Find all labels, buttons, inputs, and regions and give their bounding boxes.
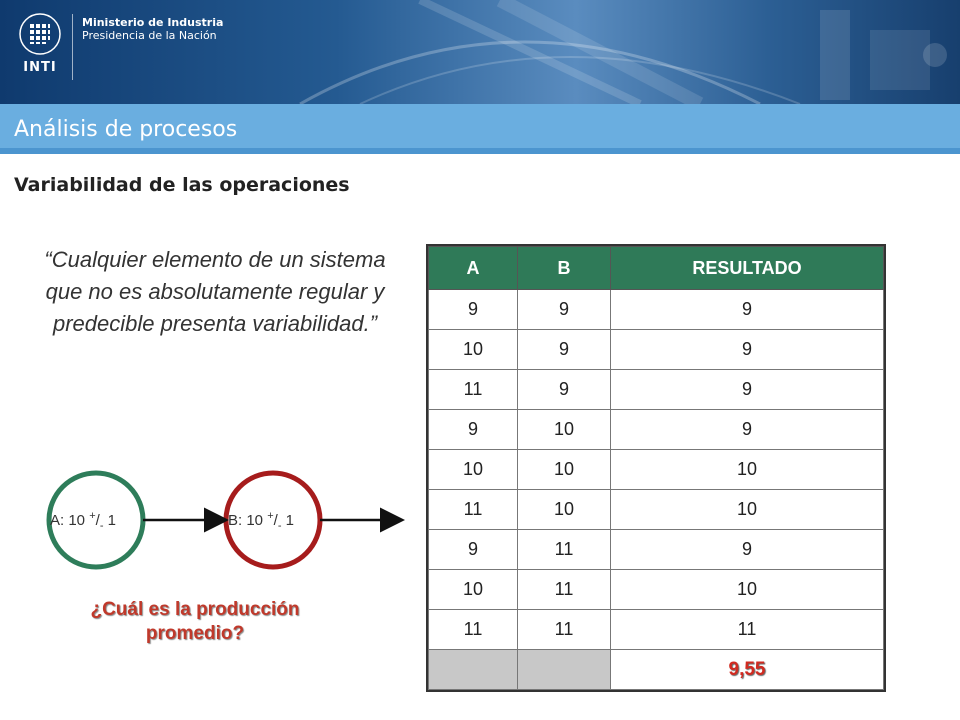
average-result: 9,55 — [611, 650, 884, 690]
node-b-label: B: 10 $^+/_-$ 1 — [228, 510, 294, 532]
cell-a: 9 — [429, 290, 518, 330]
cell-resultado: 11 — [611, 610, 884, 650]
title-band-underline — [0, 148, 960, 154]
cell-a: 9 — [429, 530, 518, 570]
table-row — [429, 450, 884, 490]
column-header-resultado: RESULTADO — [611, 247, 884, 290]
table-row — [429, 530, 884, 570]
node-a-label: A: 10 $^+/_-$ 1 — [50, 510, 116, 532]
cell-a: 10 — [429, 570, 518, 610]
cell-b: 9 — [518, 290, 611, 330]
ministry-block — [82, 16, 223, 42]
cell-resultado: 10 — [611, 450, 884, 490]
cell-a: 10 — [429, 330, 518, 370]
cell-b: 10 — [518, 490, 611, 530]
blank-cell-b — [518, 650, 611, 690]
cell-resultado: 9 — [611, 530, 884, 570]
page-title: Análisis de procesos — [14, 117, 238, 142]
cell-resultado: 10 — [611, 490, 884, 530]
blank-cell-a — [429, 650, 518, 690]
ministry-line1: Ministerio de Industria — [82, 16, 224, 29]
logo-text: INTI — [23, 60, 57, 75]
cell-a: 11 — [429, 370, 518, 410]
table-row — [429, 370, 884, 410]
cell-b: 11 — [518, 530, 611, 570]
table-row — [429, 490, 884, 530]
cell-a: 10 — [429, 450, 518, 490]
cell-b: 10 — [518, 410, 611, 450]
cell-b: 10 — [518, 450, 611, 490]
results-table — [428, 246, 884, 690]
cell-a: 11 — [429, 610, 518, 650]
question-line1: ¿Cuál es la producción — [90, 599, 300, 620]
table-row — [429, 290, 884, 330]
cell-resultado: 9 — [611, 370, 884, 410]
logo-divider — [72, 14, 73, 80]
question-text — [60, 598, 330, 646]
cell-resultado: 10 — [611, 570, 884, 610]
table-row — [429, 610, 884, 650]
cell-b: 11 — [518, 610, 611, 650]
cell-b: 11 — [518, 570, 611, 610]
section-subtitle: Variabilidad de las operaciones — [14, 174, 350, 196]
cell-resultado: 9 — [611, 290, 884, 330]
result-row — [429, 650, 884, 690]
table-row — [429, 570, 884, 610]
question-line2: promedio? — [145, 623, 245, 644]
quote-text: “Cualquier elemento de un sistema que no es absolutamente regular y predecible presenta variabilidad.” — [44, 247, 386, 336]
cell-resultado: 9 — [611, 410, 884, 450]
table-row — [429, 330, 884, 370]
table-row — [429, 410, 884, 450]
column-header-b: B — [518, 247, 611, 290]
cell-a: 11 — [429, 490, 518, 530]
ministry-line2: Presidencia de la Nación — [82, 29, 217, 42]
cell-a: 9 — [429, 410, 518, 450]
cell-resultado: 9 — [611, 330, 884, 370]
column-header-a: A — [429, 247, 518, 290]
table-header-row — [429, 247, 884, 290]
inti-logo-icon — [18, 12, 62, 56]
cell-b: 9 — [518, 330, 611, 370]
header-banner — [0, 0, 960, 104]
cell-b: 9 — [518, 370, 611, 410]
